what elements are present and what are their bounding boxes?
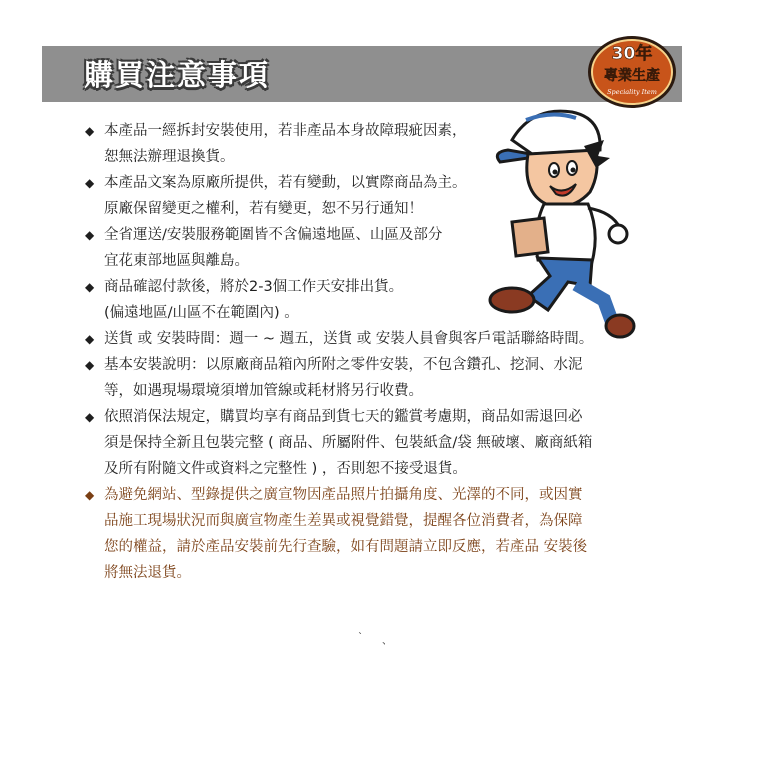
notice-line: 您的權益，請於產品安裝前先行查驗，如有問題請立即反應，若產品 安裝後 <box>104 539 588 555</box>
notice-item <box>82 482 642 586</box>
stray-mark: 、 <box>382 636 392 647</box>
notice-line: 將無法退貨。 <box>104 565 191 581</box>
notice-line: 基本安裝說明：以原廠商品箱內所附之零件安裝，不包含鑽孔、挖洞、水泥 <box>104 357 583 373</box>
notice-line: 品施工現場狀況而與廣宣物產生差異或視覺錯覺，提醒各位消費者，為保障 <box>104 513 583 529</box>
notice-line: 依照消保法規定，購買均享有商品到貨七天的鑑賞考慮期，商品如需退回必 <box>104 409 583 425</box>
notice-line: 本產品文案為原廠所提供，若有變動，以實際商品為主。 <box>104 175 467 191</box>
delivery-man-illustration <box>472 100 642 340</box>
notice-line: 須是保持全新且包裝完整 ( 商品、所屬附件、包裝紙盒/袋 無破壞、廠商紙箱 <box>104 435 593 451</box>
diamond-bullet-icon: ◆ <box>85 228 95 242</box>
notice-line: 商品確認付款後，將於2-3個工作天安排出貨。 <box>104 279 404 295</box>
notice-item <box>82 404 642 482</box>
notice-line: 宜花東部地區與離島。 <box>104 253 249 269</box>
notice-line: 原廠保留變更之權利，若有變更，恕不另行通知！ <box>104 201 423 217</box>
diamond-bullet-icon: ◆ <box>85 358 95 372</box>
badge-top-text: 30年 <box>611 44 653 64</box>
30-years-badge-icon <box>586 32 678 110</box>
notice-line: 送貨 或 安裝時間：週一 ~ 週五，送貨 或 安裝人員會與客戶電話聯絡時間。 <box>104 331 594 347</box>
diamond-bullet-icon: ◆ <box>85 124 95 138</box>
notice-item <box>82 352 642 404</box>
badge-middle-text: 專業生產 <box>604 68 660 84</box>
notice-line: 為避免網站、型錄提供之廣宣物因產品照片拍攝角度、光澤的不同，或因實 <box>104 487 583 503</box>
diamond-bullet-icon: ◆ <box>85 332 95 346</box>
notice-line: 及所有附隨文件或資料之完整性 ) ，否則恕不接受退貨。 <box>104 461 467 477</box>
notice-line: 恕無法辦理退換貨。 <box>104 149 235 165</box>
notice-line: 等，如遇現場環境須增加管線或耗材將另行收費。 <box>104 383 423 399</box>
notice-line: 本產品一經拆封安裝使用，若非產品本身故障瑕疵因素， <box>104 123 467 139</box>
page-title: 購買注意事項 <box>84 58 271 92</box>
diamond-bullet-icon: ◆ <box>85 280 95 294</box>
notice-line: 全省運送/安裝服務範圍皆不含偏遠地區、山區及部分 <box>104 227 443 243</box>
notice-line: (偏遠地區/山區不在範圍內) 。 <box>104 305 299 321</box>
diamond-bullet-icon: ◆ <box>85 176 95 190</box>
badge-bottom-text: Speciality Item <box>607 88 657 96</box>
diamond-bullet-icon: ◆ <box>85 488 95 502</box>
diamond-bullet-icon: ◆ <box>85 410 95 424</box>
stray-mark: ` <box>358 632 363 643</box>
